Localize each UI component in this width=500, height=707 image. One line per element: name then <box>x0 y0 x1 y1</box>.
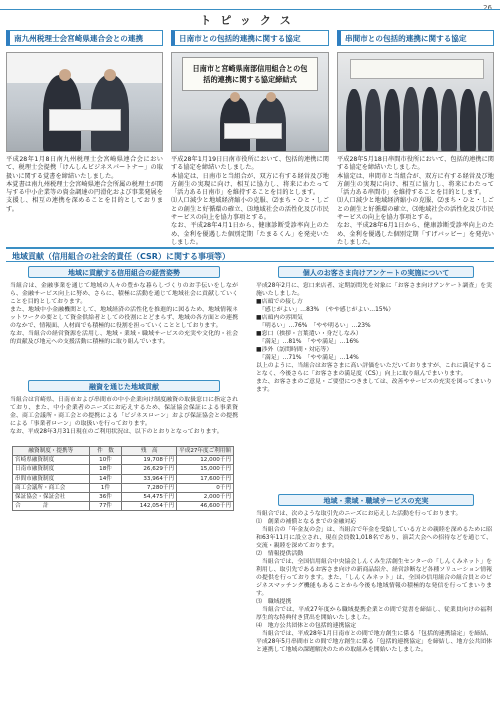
csr-paragraph: また、地域中小金融機関として、地域経済の活性化を推進的に図るため、地域情報ネットワークの要として資金供給者としての役割にとどまらず、地域の各方面との連携のなかで、情報面、人材面でも積極的に役割を担っていくこととしております。 <box>10 307 238 329</box>
subheading-services: 地域・業域・職域サービスの充実 <box>278 494 474 506</box>
table-row <box>13 474 234 483</box>
photo-kushima <box>337 52 494 152</box>
topic-paragraph: ⑴人口減少と地域経済縮小の克服、⑵まち・ひと・しごとの創生と好循環の確立、⑶地域社会の活性化及び市民サービスの向上を協力事項とする。 <box>337 197 494 222</box>
topic-paragraph: 本覚書は南九州税理士会宮崎県連合会所属の税理士が関与する中小企業等の資金調達の円滑化および事業発展を支援し、相互の連携を深めることを目的としております。 <box>6 180 163 213</box>
csr-paragraph: 当組合の「年金友の会」は、当組合で年金を受給している方との親睦を深めるために昭和63年11月に設立され、現在会員数1,018名であり、演芸大会への招待などを通じて、交流・親睦を深めております。 <box>256 527 492 549</box>
topic-body-kushima <box>337 156 494 247</box>
table-cell: 46,600千円 <box>177 502 234 511</box>
survey-item-heading: ■窓口（挨拶・言葉遣い・身だしなみ） <box>256 331 362 337</box>
topic-paragraph: 本協定は、串間市と当組合が、双方に有する経営及び地方創生の実現に向け、相互に協力し、将来にわたって「活力ある串間市」を維持することを目的とします。 <box>337 172 494 197</box>
table-cell: 串間市融資制度 <box>13 474 90 483</box>
table-row <box>13 465 234 474</box>
services-body <box>256 510 492 654</box>
table-cell: 26,629千円 <box>122 465 177 474</box>
table-cell: 12,000千円 <box>177 456 234 465</box>
csr-paragraph: 当組合は宮崎県、日南市および串間市の中小企業向け制度融資の取扱窓口に指定されており、また、中小企業者のニーズにお応えするため、保証協会保証による事業資金、商工会議所・商工会との提携による「ビジネスローン」および保証協会との提携による「事業者ローン」の取扱いを行っております。 <box>10 397 238 427</box>
survey-item-heading: ■店頭内の雰囲気 <box>256 315 303 321</box>
subheading-loan-contribution: 融資を通じた地域貢献 <box>28 380 220 392</box>
loan-table <box>12 446 234 511</box>
table-cell: 18件 <box>89 465 122 474</box>
table-cell: 保証協会・保証会社 <box>13 493 90 502</box>
csr-paragraph: 当組合では、次のような取引先のニーズにお応えした活動を行っております。 <box>256 511 462 517</box>
table-header: 残 高 <box>122 447 177 456</box>
table-cell: 商工会議所・商工会 <box>13 483 90 492</box>
table-cell: 17,600千円 <box>177 474 234 483</box>
topic-body-nichinan <box>171 156 329 247</box>
table-row <box>13 456 234 465</box>
table-cell: 0千円 <box>177 483 234 492</box>
page-number: 26 <box>483 4 492 12</box>
csr-paragraph: なお、当組合の経営資源を活用し、地域・業域・職域サービスの充実や文化的・社会的貢献及び地元への支援活動に積極的に取り組んでいます。 <box>10 331 238 345</box>
csr-paragraph: 当組合は、金融事業を通じて地域の人々の豊かな暮らしづくりのお手伝いをしながら、金融サービス向上に努め、さらに、積極に活動を通じて地域社会に貢献していくことを目的としております。 <box>10 283 238 305</box>
csr-paragraph: 当組合では、平成28年1月日南市との間で地方創生に係る「包括的連携協定」を締結、平成28年5月串間市との間で地方創生に係る「包括的連携協定」を締結し、地方公共団体と連携して地域の課題解決のための取組みを開始いたしました。 <box>256 631 492 653</box>
survey-result: 「明るい」…76% 「やや明るい」…23% <box>256 323 371 329</box>
subheading-survey: 個人のお客さま向けアンケートの実施について <box>278 266 474 278</box>
topic-paragraph: 平成28年5月18日串間市役所において、包括的連携に関する協定を締結いたしました。 <box>337 156 494 172</box>
ceremony-banner: 日南市と宮崎県南部信用組合との包括的連携に関する協定締結式 <box>182 57 318 91</box>
table-cell: 2,000千円 <box>177 493 234 502</box>
table-header-row <box>13 447 234 456</box>
service-item-heading: ⑴ 創業の補償となるまでの金融対応 <box>256 519 357 525</box>
table-total-row <box>13 502 234 511</box>
table-cell: 77件 <box>89 502 122 511</box>
table-header: 融資制度・提携等 <box>13 447 90 456</box>
topic-paragraph: 平成28年1月19日日南市役所において、包括的連携に関する協定を締結いたしました。 <box>171 156 329 172</box>
table-cell: 合 計 <box>13 502 90 511</box>
table-row <box>13 483 234 492</box>
topic-body-tax-accountants <box>6 156 163 214</box>
table-cell: 19,708千円 <box>122 456 177 465</box>
topic-heading-nichinan: 日南市との包括的連携に関する協定 <box>171 30 329 46</box>
table-header: 件 数 <box>89 447 122 456</box>
topic-paragraph: なお、平成28年4月1日から、健康診断受診率向上のため、金利を優遇した個別定期「たまるくん」を発売いたしました。 <box>171 222 329 246</box>
table-cell: 14件 <box>89 474 122 483</box>
survey-result: 「満足」…81% 「やや満足」…16% <box>256 339 359 345</box>
table-cell: 15,000千円 <box>177 465 234 474</box>
table-cell: 142,054千円 <box>122 502 177 511</box>
survey-item-heading: ■店頭での接し方 <box>256 299 303 305</box>
subheading-management-stance: 地域に貢献する信用組合の経営姿勢 <box>28 266 220 278</box>
table-header: 平成27年度ご利用額 <box>177 447 234 456</box>
csr-heading: 地域貢献（信用組合の社会的責任（CSR）に関する事項等） <box>6 247 494 262</box>
management-stance-body <box>10 282 238 346</box>
csr-paragraph: また、お客さまのご意見・ご要望につきましては、改善やサービスの充実を図ってまいります。 <box>256 379 492 393</box>
section-title: トピックス <box>200 14 300 27</box>
csr-paragraph: 当組合では、全国信用組合中央協会しんくみ生活創生センターの「しんくみネット」を利用し、取引先であるお客さま向けの新商品紹介、経営診断など各種ソリューション情報の提供を行っております。また、「しんくみネット」は、全国の信用組合の組合員とのビジネスマッチング機能もあることから今後も地域情報の積極的な発信を行ってまいります。 <box>256 559 492 597</box>
topic-heading-kushima: 串間市との包括的連携に関する協定 <box>337 30 494 46</box>
table-cell: 54,475千円 <box>122 493 177 502</box>
topic-heading-tax-accountants: 南九州税理士会宮崎県連合会との連携 <box>6 30 163 46</box>
csr-paragraph: 平成28年2月に、窓口来店者、定期訪問先を対象に「お客さま向けアンケート調査」を実施いたしました。 <box>256 283 492 297</box>
service-item-heading: ⑶ 職域提携 <box>256 599 292 605</box>
survey-item-heading: ■渉外（訪問時間・対応等） <box>256 347 333 353</box>
service-item-heading: ⑷ 地方公共団体との包括的連携協定 <box>256 623 357 629</box>
topic-paragraph: 本協定は、日南市と当組合が、双方に有する経営及び地方創生の実現に向け、相互に協力し、将来にわたって「活力ある日南市」を維持することを目的とします。 <box>171 172 329 197</box>
table-cell: 宮崎県融資制度 <box>13 456 90 465</box>
photo-nichinan <box>171 52 329 152</box>
topic-paragraph: ⑴人口減少と地域経済縮小の克服、⑵まち・ひと・しごとの創生と好循環の確立、⑶地域社会の活性化及び市民サービスの向上を協力事項とする。 <box>171 197 329 222</box>
csr-paragraph: 当組合では、平成27年度から職域提携企業との間で覚書を締結し、従業員向けの福利厚生的な特典付き貸出を開始いたしました。 <box>256 607 492 621</box>
loan-contribution-body <box>10 396 238 436</box>
survey-body <box>256 282 492 394</box>
csr-paragraph: 以上のように、当組合はお客さまに高い評価をいただいておりますが、これに満足することなく、今後さらに「お客さまの満足度（CS）」向上に取り組んでまいります。 <box>256 363 492 377</box>
csr-paragraph: なお、平成28年3月31日現在のご利用状況は、以下のとおりとなっております。 <box>10 429 223 435</box>
table-cell: 日南市融資制度 <box>13 465 90 474</box>
topic-paragraph: 平成28年1月8日南九州税理士会宮崎県連合会において、税理士会提携「けんしんビジネスパートナー」の取扱いに関する覚書を締結いたしました。 <box>6 156 163 180</box>
topic-paragraph: なお、平成28年6月1日から、健康診断受診率向上のため、金利を優遇した個別定期「すげバッピー」を発売いたしました。 <box>337 222 494 246</box>
table-cell: 10件 <box>89 456 122 465</box>
table-cell: 36件 <box>89 493 122 502</box>
table-cell: 7,280千円 <box>122 483 177 492</box>
survey-result: 「感じがよい」…83% （やや感じがよい…15%） <box>256 307 395 313</box>
table-row <box>13 493 234 502</box>
table-cell: 1件 <box>89 483 122 492</box>
survey-result: 「満足」…71% 「やや満足」…14% <box>256 355 359 361</box>
table-cell: 33,964千円 <box>122 474 177 483</box>
photo-tax-accountants <box>6 52 163 152</box>
service-item-heading: ⑵ 情報提供活動 <box>256 551 304 557</box>
loan-table-container <box>12 446 234 511</box>
